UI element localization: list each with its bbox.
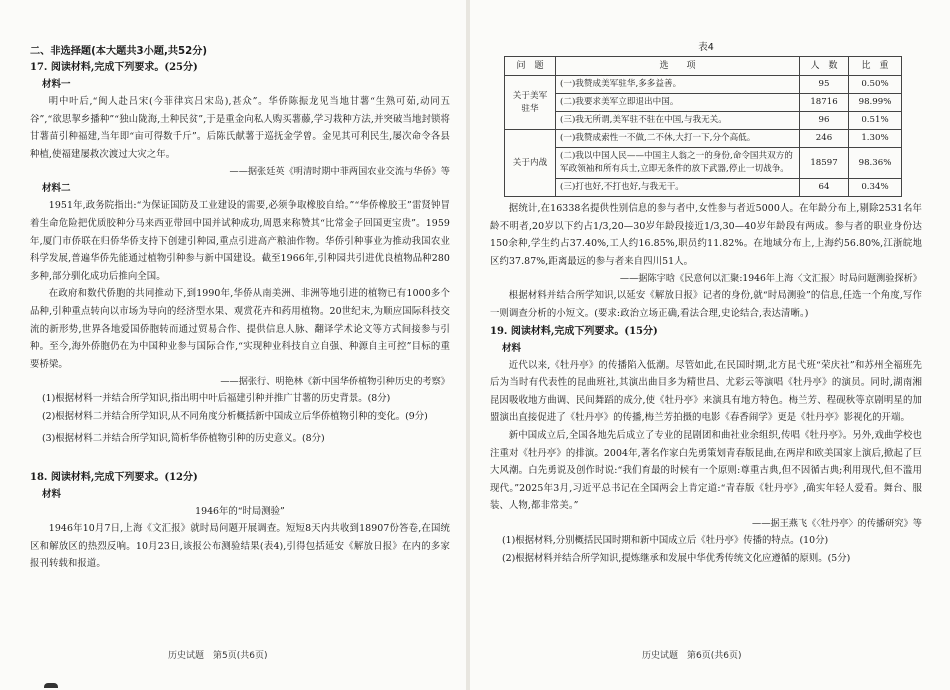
q18-header: 18. 阅读材料,完成下列要求。(12分) — [30, 472, 198, 484]
q17-material1-text: 明中叶后,“闽人赴吕宋(今菲律宾吕宋岛),甚众”。华侨陈振龙见当地甘薯“生熟可茹,动同五谷”,“欲思挈乡播种”“独山陇海,土种民贫”,于是重金向私人购买薯藤,学习栽种方法,并突破当地封锁将甘薯苗引种福建,当年即“亩可得数千斤”。后陈氏献薯于巡抚金学曾。金见其可利民生,屡次命令各县种植,使福建屡救次渡过大灾之年。 — [30, 96, 450, 160]
table-count-cell: 18716 — [800, 94, 849, 112]
table-header-percent: 比 重 — [849, 57, 902, 76]
table-header-count: 人 数 — [800, 57, 849, 76]
q18-material-label: 材料 — [42, 489, 62, 501]
q17-subquestion-3: (3)根据材料二并结合所学知识,简析华侨植物引种的历史意义。(8分) — [42, 432, 325, 444]
q17-material2-text-1: 1951年,政务院指出:“为保证国防及工业建设的需要,必须争取橡胶自给。”“华侨橡胶王”雷贤钟冒着生命危险把优质胶种分马来西亚带回中国并试种成功,周恩来称赞其“比常金子回国更宝贵”。1959年,厦门市侨联在归侨华侨支持下创建引种园,重点引进高产粮油作物。华侨引种事业为推动我国农业科学发展,普遍华侨先能通过植物引种参与新中国建设。截至1966年,引种园共引进优良植物品种280多种,部分驯化成功后推向全国。 — [30, 200, 450, 282]
q17-subquestion-1: (1)根据材料一并结合所学知识,指出明中叶后福建引种并推广甘薯的历史背景。(8分) — [42, 393, 391, 405]
table-header-option: 选 项 — [556, 57, 800, 76]
left-column — [30, 44, 450, 573]
right-page — [470, 0, 950, 690]
q19-subquestion-1: (1)根据材料,分别概括民国时期和新中国成立后《牡丹亭》传播的特点。(10分) — [502, 534, 829, 546]
q17-material1-citation: ——据张廷英《明清时期中菲两国农业交流与华侨》等 — [229, 166, 450, 178]
table-percent-cell: 0.51% — [849, 112, 902, 130]
section-title: 二、非选择题(本大题共3小题,共52分) — [30, 46, 208, 57]
q18-material-title: 1946年的“时局测验” — [195, 506, 285, 518]
survey-table — [504, 56, 902, 197]
table-count-cell: 18597 — [800, 148, 849, 179]
table-row — [505, 94, 902, 112]
q18-task: 根据材料并结合所学知识,以延安《解放日报》记者的身份,就“时局测验”的信息,任选一个角度,写作一则调查分析的小短文。(要求:政治立场正确,看法合理,史论结合,表达清晰。) — [490, 290, 922, 319]
table-percent-cell: 0.50% — [849, 76, 902, 94]
q17-material2-citation: ——据张行、明艳林《新中国华侨植物引种历史的考察》 — [220, 376, 450, 388]
table-percent-cell: 0.34% — [849, 179, 902, 197]
q19-header: 19. 阅读材料,完成下列要求。(15分) — [490, 325, 658, 337]
q19-material-label: 材料 — [502, 342, 522, 354]
q19-material-paragraph-1: 近代以来,《牡丹亭》的传播陷入低潮。尽管如此,在民国时期,北方昆弋班“荣庆社”和苏州全福班先后为当时有代表性的昆曲班社,其演出曲目多为精世昌、尤彩云等演唱《牡丹亭》的演员。同时,湖南湘昆因吸收地方曲调、民间舞蹈的成分,使《牡丹亭》来演具有地方特色。梅兰芳、程砚秋等京剧明星的加盟演出直接促进了《牡丹亭》的传播,梅兰芳拍摄的电影《春香闹学》更是《牡丹亭》影视化的开端。 — [490, 359, 922, 424]
table-row — [505, 130, 902, 148]
q18-material-text: 1946年10月7日,上海《文汇报》就时局问题开展调查。短短8天内共收到18907份答卷,在国统区和解放区的热烈反响。10月23日,该报公布测验结果(表4),引得包括延安《解放日报》在内的多家报刊转载和报道。 — [30, 523, 450, 570]
q19-material-paragraph-2: 新中国成立后,全国各地先后成立了专业的昆剧团和曲社业余组织,传唱《牡丹亭》。另外,戏曲学校也注重对《牡丹亭》的排演。2004年,著名作家白先勇策划青春版昆曲,在两岸和欧美国家上演后,掀起了巨大风潮。白先勇说及创作时说:“我们育最的时候有一个原则:尊重古典,但不因循古典;利用现代,但不滥用现代。”2025年3月,习近平总书记在全国两会上肯定道:“青春版《牡丹亭》,确实年轻人爱看。舞台、服装、人物,都非常美。” — [490, 429, 922, 512]
table-count-cell: 96 — [800, 112, 849, 130]
right-page-footer: 历史试题 第6页(共6页) — [642, 651, 742, 661]
q18-citation: ——据陈宇晗《民意何以汇聚:1946年上海〈文汇报〉时局问题测验探析》 — [619, 273, 922, 285]
right-column — [490, 40, 922, 567]
table-option-cell: (二)我要求美军立即退出中国。 — [556, 94, 800, 112]
table-row — [505, 76, 902, 94]
table-count-cell: 246 — [800, 130, 849, 148]
table-title: 表4 — [698, 42, 714, 53]
table-row — [505, 148, 902, 179]
table-topic-cell: 关于内战 — [505, 130, 556, 197]
table-option-cell: (一)我赞成美军驻华,多多益善。 — [556, 76, 800, 94]
q18-statistics-text: 据统计,在16338名提供性别信息的参与者中,女性参与者近5000人。在年龄分布上,剔除2531名年龄不明者,20岁以下约占1/3,20—30岁年龄段接近1/3,30—40岁年龄段有两成。参与者的职业身份达150余种,学生约占37.40%,工人约16.85%,职员约11.82%。在地域分布上,上海约56.80%,江浙皖地区约37.87%,距离最远的参与者来自四川51人。 — [490, 203, 922, 267]
table-row — [505, 179, 902, 197]
q19-subquestion-2: (2)根据材料并结合所学知识,提炼继承和发展中华优秀传统文化应遵循的原则。(5分) — [502, 552, 851, 564]
q17-header: 17. 阅读材料,完成下列要求。(25分) — [30, 62, 198, 73]
q17-subquestion-2: (2)根据材料二并结合所学知识,从不同角度分析概括新中国成立后华侨植物引种的变化。(9分) — [42, 410, 428, 422]
q17-material2-text-2: 在政府和数代侨胞的共同推动下,到1990年,华侨从南美洲、非洲等地引进的植物已有1000多个品种,引种重点转向以市场为导向的经济型水果、观赏花卉和药用植物。20世纪末,为顺应国际科技交流的新形势,世界各地爱国侨胞转而通过贸易合作、提供信息人脉、翻译学术论文等方式间接参与引种。至今,海外侨胞仍在为中国种业参与国际合作,“实现种业科技自立自强、种源自主可控”目标的重要桥梁。 — [30, 288, 450, 370]
table-header-topic: 问 题 — [505, 57, 556, 76]
left-page — [0, 0, 468, 690]
binding-mark — [44, 683, 58, 688]
q17-material2-label: 材料二 — [42, 183, 71, 195]
table-count-cell: 64 — [800, 179, 849, 197]
left-page-footer: 历史试题 第5页(共6页) — [168, 651, 268, 661]
table-header-row — [505, 57, 902, 76]
q19-citation: ——据王燕飞《〈牡丹亭〉的传播研究》等 — [752, 517, 922, 529]
table-option-cell: (二)我以中国人民——中国主人翁之一的身份,命令国共双方的军政领袖和所有兵士,立即无条件的放下武器,停止一切战争。 — [556, 148, 800, 179]
table-option-cell: (一)我赞成索性一不做,二不休,大打一下,分个高低。 — [556, 130, 800, 148]
table-percent-cell: 98.36% — [849, 148, 902, 179]
q17-material1-label: 材料一 — [42, 79, 71, 90]
table-option-cell: (三)我无所谓,美军驻不驻在中国,与我无关。 — [556, 112, 800, 130]
table-option-cell: (三)打也好,不打也好,与我无干。 — [556, 179, 800, 197]
table-row — [505, 112, 902, 130]
table-topic-cell: 关于美军驻华 — [505, 76, 556, 130]
table-percent-cell: 98.99% — [849, 94, 902, 112]
table-count-cell: 95 — [800, 76, 849, 94]
table-percent-cell: 1.30% — [849, 130, 902, 148]
